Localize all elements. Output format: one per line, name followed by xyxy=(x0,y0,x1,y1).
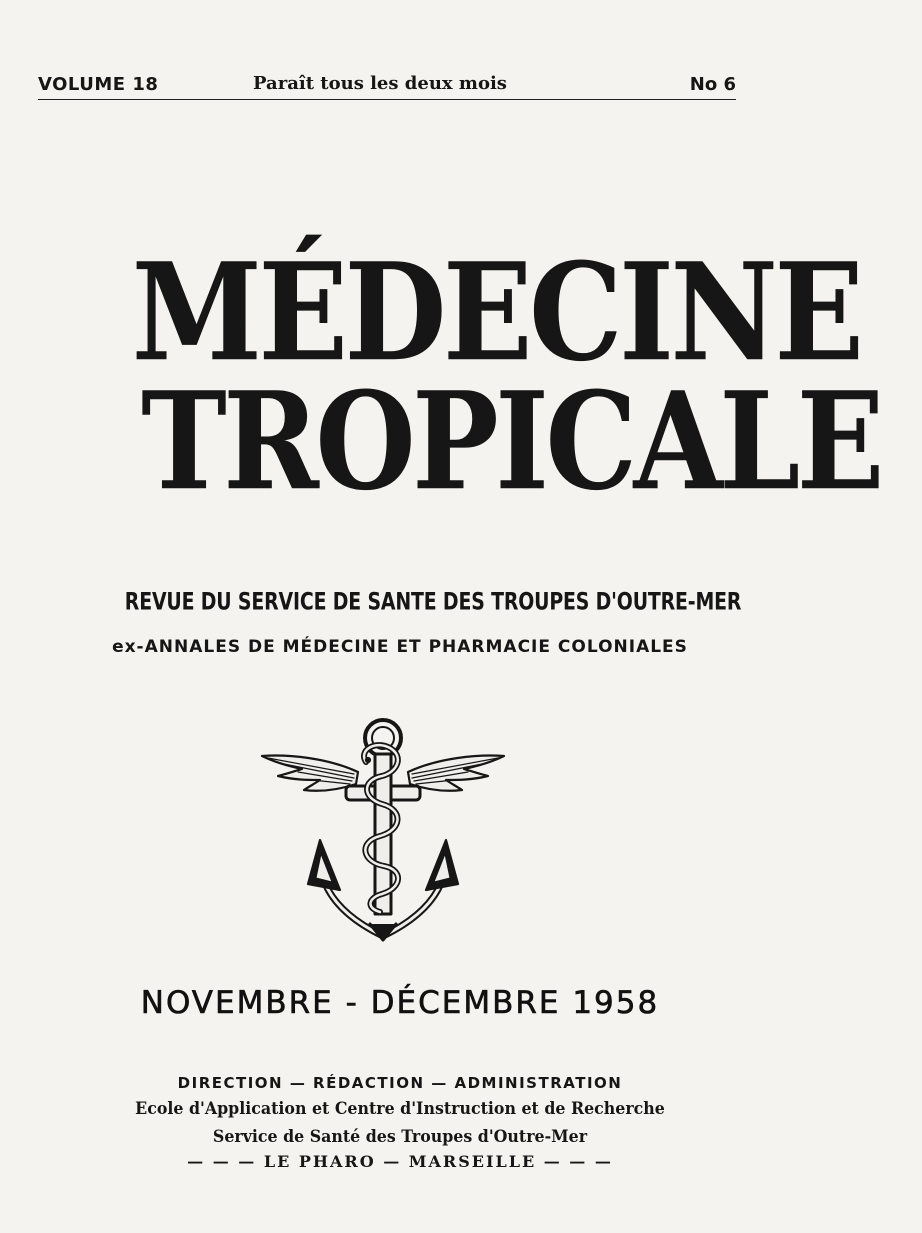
subtitle-review: REVUE DU SERVICE DE SANTE DES TROUPES D'OUTRE-MER xyxy=(124,588,742,617)
footer-location: — — — LE PHARO — MARSEILLE — — — xyxy=(187,1152,613,1171)
footer-school: Ecole d'Application et Centre d'Instruction et de Recherche xyxy=(135,1099,665,1119)
journal-title-word-2: TROPICALE xyxy=(141,363,881,521)
header-divider xyxy=(38,99,736,100)
footer-direction: DIRECTION — RÉDACTION — ADMINISTRATION xyxy=(177,1074,623,1092)
issue-date: NOVEMBRE - DÉCEMBRE 1958 xyxy=(140,985,660,1021)
title-line-1 xyxy=(100,234,861,392)
subtitle-ex-annales: ex-ANNALES DE MÉDECINE ET PHARMACIE COLONIALES xyxy=(112,637,688,657)
issue-number: No 6 xyxy=(689,74,736,95)
frequency-label: Paraît tous les deux mois xyxy=(253,73,507,94)
winged-anchor-caduceus-icon xyxy=(258,714,508,940)
volume-label: VOLUME 18 xyxy=(38,74,159,95)
title-line-2 xyxy=(100,363,881,521)
footer-service: Service de Santé des Troupes d'Outre-Mer xyxy=(212,1127,588,1147)
journal-title-word-1: MÉDECINE xyxy=(131,234,861,392)
header-bar xyxy=(38,74,736,98)
